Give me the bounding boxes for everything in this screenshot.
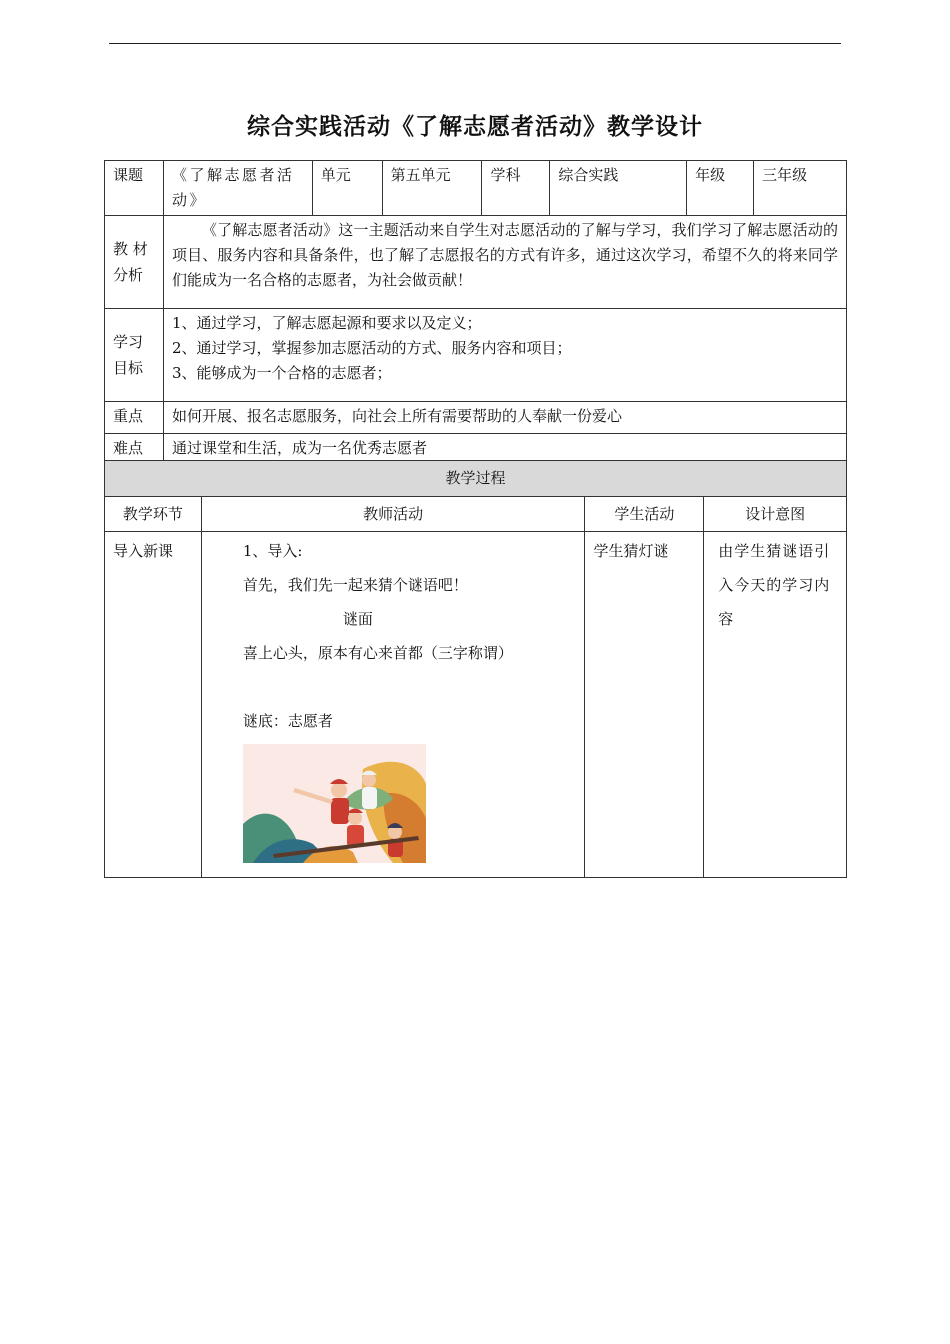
goal-item: 3、能够成为一个合格的志愿者；: [171, 364, 392, 382]
analysis-text: 《了解志愿者活动》这一主题活动来自学生对志愿活动的了解与学习，我们学习了解志愿活动的项目、服务内容和具备条件，也了解了志愿报名的方式有许多，通过这次学习，希望不久的将来同学们能成为一名合格的志愿者，为社会做贡献！: [163, 216, 846, 309]
goal-item: 2、通过学习，掌握参加志愿活动的方式、服务内容和项目；: [171, 339, 572, 357]
header-rule: [109, 43, 841, 44]
goals-list: [163, 309, 846, 402]
process-column-headers: [105, 497, 847, 532]
teacher-line: 1、导入:: [242, 542, 303, 560]
topic-row: [105, 161, 847, 216]
subject-label: 学科: [482, 161, 550, 216]
goals-row: [105, 309, 847, 402]
goal-item: 1、通过学习，了解志愿起源和要求以及定义；: [171, 314, 482, 332]
key-text: 如何开展、报名志愿服务，向社会上所有需要帮助的人奉献一份爱心: [163, 402, 846, 434]
topic-value: 《了解志愿者活动》: [163, 161, 312, 216]
key-label: 重点: [105, 402, 164, 434]
teacher-activity-cell: [201, 532, 585, 878]
difficulty-label: 难点: [105, 434, 164, 466]
design-intent-cell: 由学生猜谜语引入今天的学习内容: [704, 532, 847, 878]
stage-cell: 导入新课: [105, 532, 202, 878]
volunteer-illustration: [243, 744, 426, 863]
column-header: 学生活动: [585, 497, 704, 532]
teacher-line: 喜上心头，原本有心来首都（三字称谓）: [242, 644, 513, 662]
page-title: 综合实践活动《了解志愿者活动》教学设计: [247, 114, 703, 140]
process-heading: 教学过程: [105, 461, 847, 497]
process-row: [105, 532, 847, 878]
key-row: [105, 402, 847, 434]
grade-value: 三年级: [754, 161, 847, 216]
unit-value: 第五单元: [382, 161, 482, 216]
column-header: 教学环节: [105, 497, 202, 532]
teaching-process-table: [104, 460, 847, 878]
student-activity-cell: 学生猜灯谜: [585, 532, 704, 878]
analysis-row: [105, 216, 847, 309]
blank-line: [202, 670, 577, 704]
process-heading-row: [105, 461, 847, 497]
lesson-info-table: [104, 160, 847, 466]
unit-label: 单元: [312, 161, 382, 216]
analysis-label: 教 材 分析: [105, 216, 164, 309]
column-header: 教师活动: [201, 497, 585, 532]
teacher-line: 谜面: [342, 610, 373, 628]
teacher-line: 谜底：志愿者: [242, 712, 333, 730]
column-header: 设计意图: [704, 497, 847, 532]
grade-label: 年级: [687, 161, 754, 216]
teacher-line: 首先，我们先一起来猜个谜语吧！: [242, 576, 468, 594]
difficulty-text: 通过课堂和生活，成为一名优秀志愿者: [163, 434, 846, 466]
goals-label: 学习 目标: [105, 309, 164, 402]
topic-label: 课题: [105, 161, 164, 216]
subject-value: 综合实践: [550, 161, 687, 216]
